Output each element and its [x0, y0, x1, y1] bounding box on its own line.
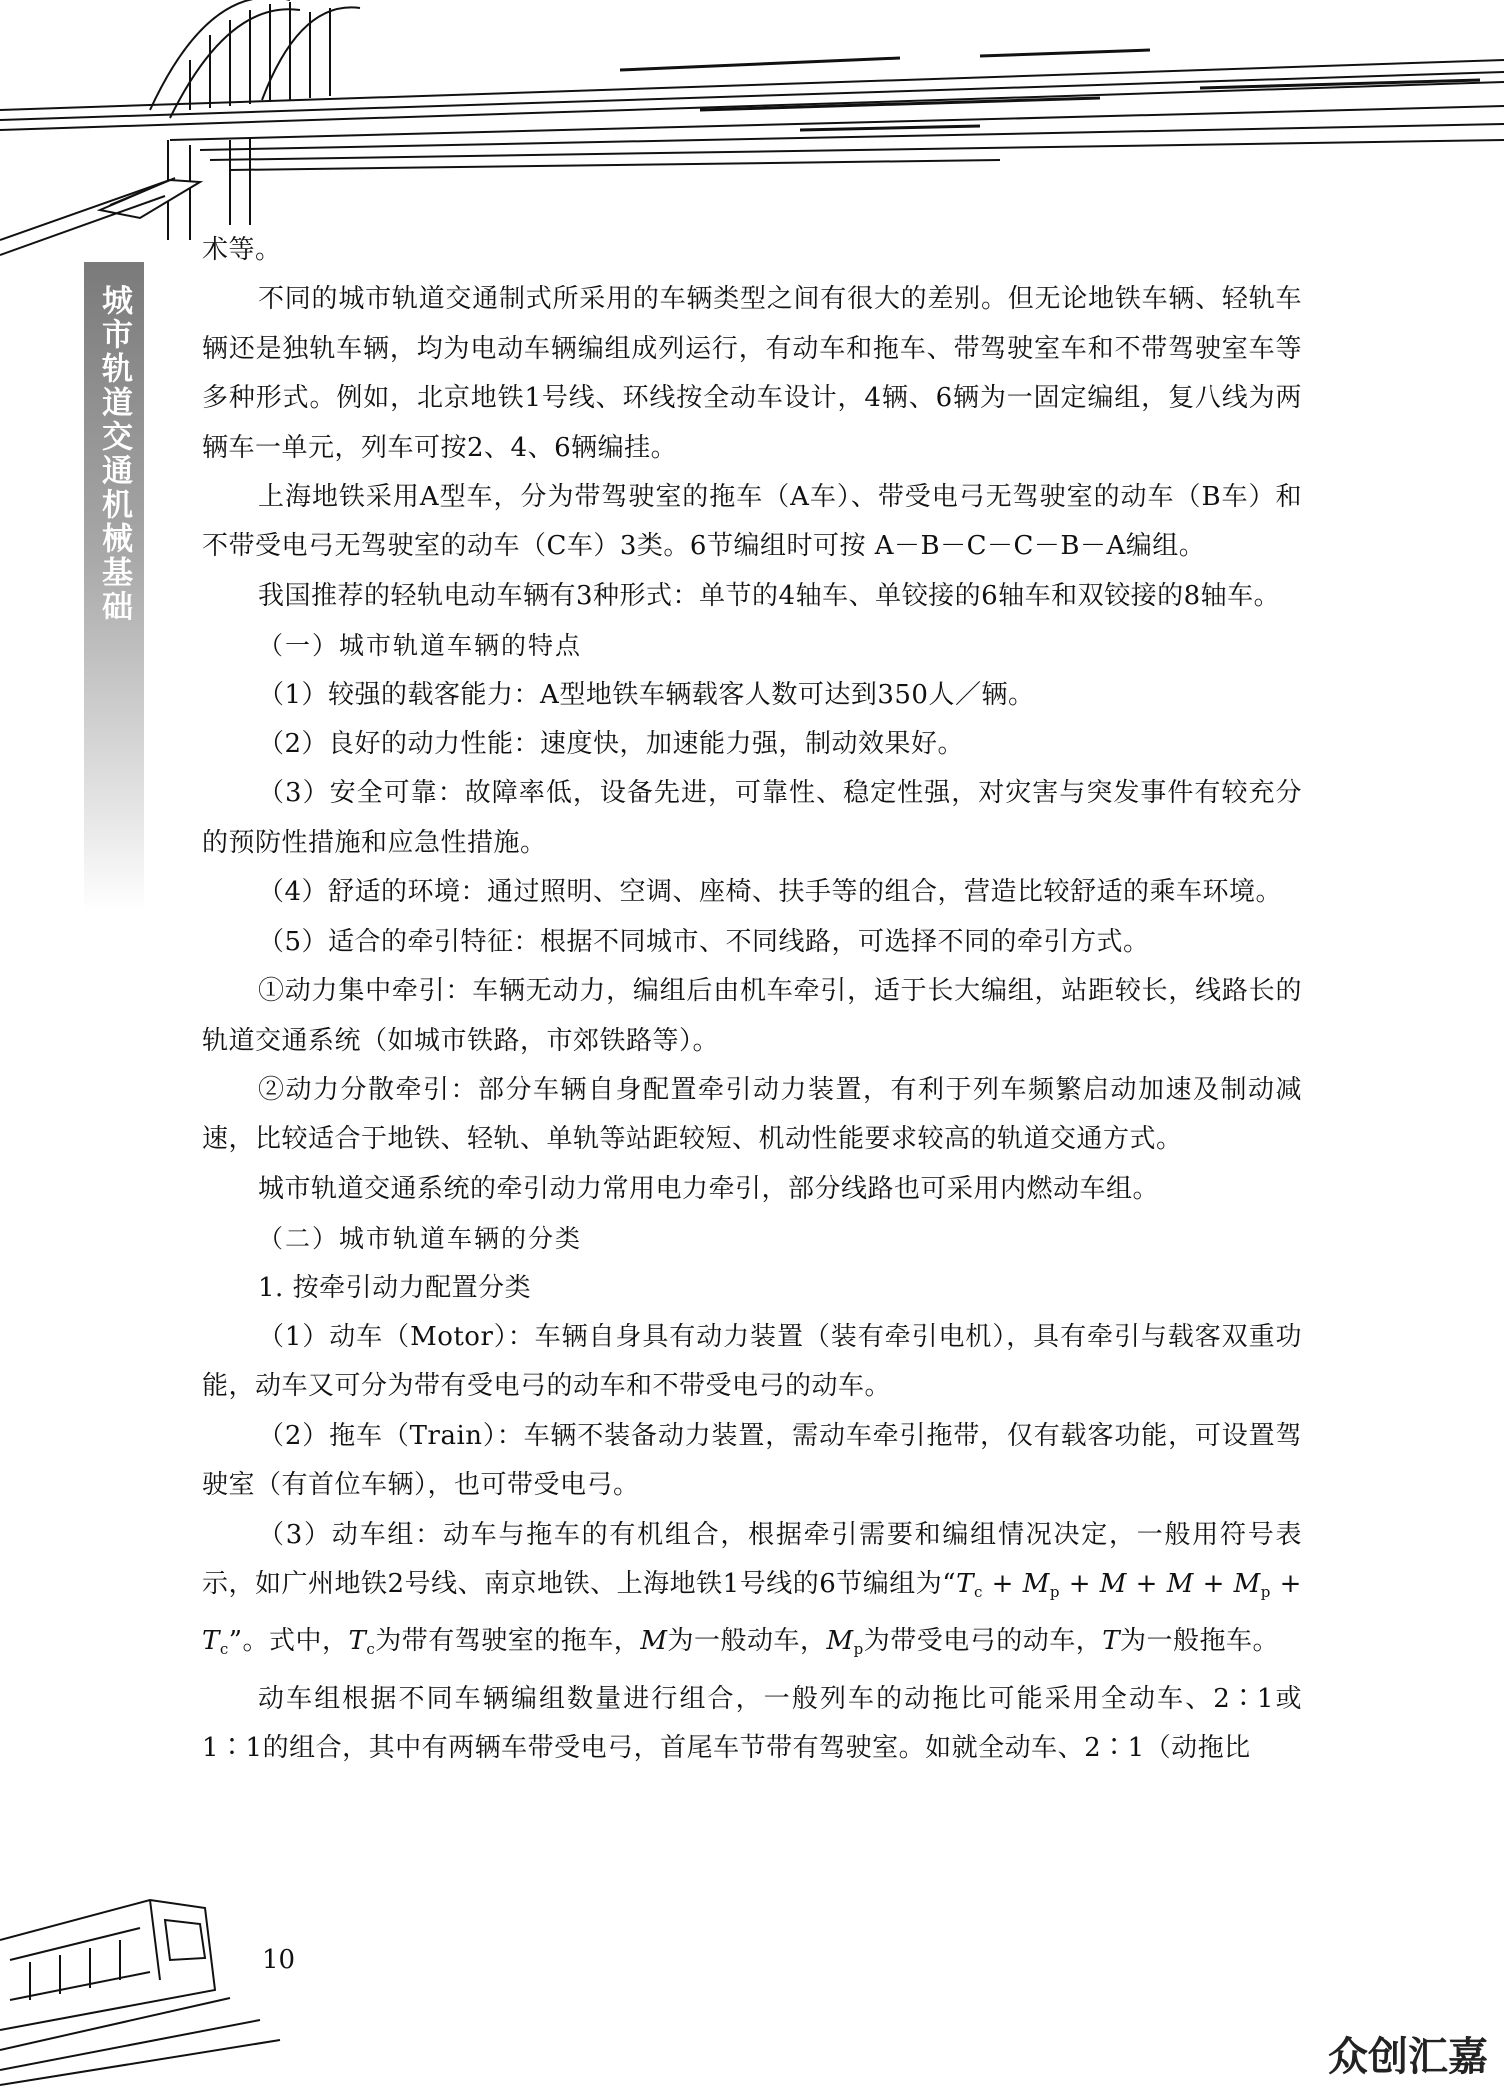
- list-item-power: （2）良好的动力性能：速度快，加速能力强，制动效果好。: [258, 729, 965, 760]
- page-body: [202, 226, 1302, 1774]
- list-item-capacity: （1）较强的载客能力：A型地铁车辆载客人数可达到350人／辆。: [258, 679, 1035, 710]
- paragraph-continuation: 术等。: [202, 235, 282, 265]
- header-bridge-illustration: [0, 0, 1504, 260]
- paragraph-light-rail: 我国推荐的轻轨电动车辆有3种形式：单节的4轴车、单铰接的6轴车和双铰接的8轴车。: [258, 580, 1281, 611]
- footer-train-illustration: [0, 1880, 300, 2094]
- paragraph-traction-power: 城市轨道交通系统的牵引动力常用电力牵引，部分线路也可采用内燃动车组。: [258, 1173, 1160, 1204]
- list-item-motor: （1）动车（Motor）：车辆自身具有动力装置（装有牵引电机），具有牵引与载客双重功能，动车又可分为带有受电弓的动车和不带受电弓的动车。: [202, 1321, 1302, 1402]
- list-item-concentrated-traction: ①动力集中牵引：车辆无动力，编组后由机车牵引，适于长大编组，站距较长，线路长的轨道交通系统（如城市铁路，市郊铁路等）。: [202, 976, 1302, 1056]
- side-tab-title: 城市轨道交通机械基础: [96, 284, 132, 624]
- list-item-comfort: （4）舒适的环境：通过照明、空调、座椅、扶手等的组合，营造比较舒适的乘车环境。: [258, 877, 1283, 908]
- paragraph-motor-trailer-ratio: 动车组根据不同车辆编组数量进行组合，一般列车的动拖比可能采用全动车、2∶1或1∶1的组合，其中有两辆车带受电弓，首尾车节带有驾驶室。如就全动车、2∶1（动拖比: [202, 1683, 1302, 1764]
- watermark-text: 众创汇嘉: [1328, 2034, 1488, 2080]
- section-heading-features: （一）城市轨道车辆的特点: [258, 631, 583, 661]
- subsection-heading-power-config: 1. 按牵引动力配置分类: [258, 1272, 532, 1303]
- list-item-traction: （5）适合的牵引特征：根据不同城市、不同线路，可选择不同的牵引方式。: [258, 926, 1150, 957]
- list-item-distributed-traction: ②动力分散牵引：部分车辆自身配置牵引动力装置，有利于列车频繁启动加速及制动减速，比较适合于地铁、轻轨、单轨等站距较短、机动性能要求较高的轨道交通方式。: [202, 1074, 1302, 1155]
- chapter-side-tab: [84, 262, 144, 912]
- list-item-trailer: （2）拖车（Train）：车辆不装备动力装置，需动车牵引拖带，仅有载客功能，可设置驾驶室（有首位车辆），也可带受电弓。: [202, 1420, 1302, 1501]
- page-number: 10: [262, 1945, 296, 1975]
- section-heading-classification: （二）城市轨道车辆的分类: [258, 1224, 583, 1254]
- paragraph-vehicle-types: 不同的城市轨道交通制式所采用的车辆类型之间有很大的差别。但无论地铁车辆、轻轨车辆还是独轨车辆，均为电动车辆编组成列运行，有动车和拖车、带驾驶室车和不带驾驶室车等多种形式。例如，北京地铁1号线、环线按全动车设计，4辆、6辆为一固定编组，复八线为两辆车一单元，列车可按2、4、6辆编挂。: [202, 284, 1302, 463]
- list-item-safety: （3）安全可靠：故障率低，设备先进，可靠性、稳定性强，对灾害与突发事件有较充分的预防性措施和应急性措施。: [202, 778, 1302, 858]
- paragraph-shanghai-metro: 上海地铁采用A型车，分为带驾驶室的拖车（A车）、带受电弓无驾驶室的动车（B车）和不带受电弓无驾驶室的动车（C车）3类。6节编组时可按 A－B－C－C－B－A编组。: [202, 482, 1302, 562]
- list-item-emu: （3）动车组：动车与拖车的有机组合，根据牵引需要和编组情况决定，一般用符号表示，如广州地铁2号线、南京地铁、上海地铁1号线的6节编组为“$T_c + M_p + M + M + M_p + T_c$”。式中，$T_c$为带有驾驶室的拖车，M为一般动车，$M_p$为带受电弓的动车，T为一般拖车。: [202, 1519, 1302, 1659]
